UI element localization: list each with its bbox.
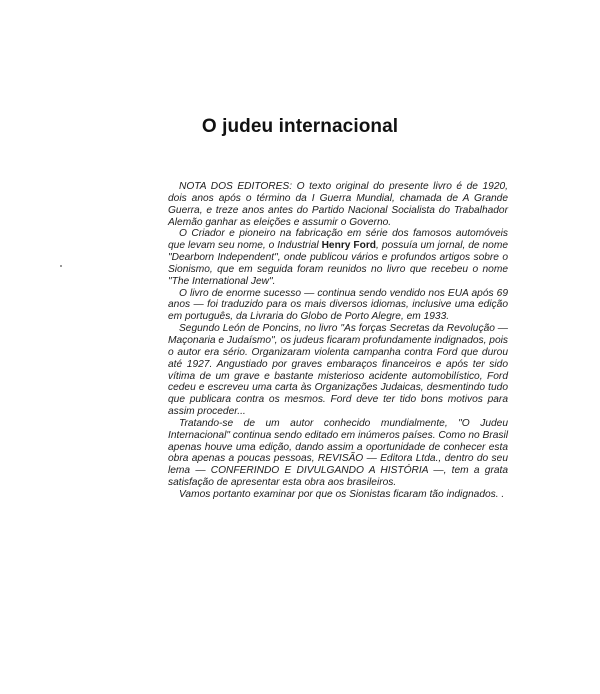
paragraph-text-after: , possuía um jornal, de nome "Dearborn Independent", onde publicou vários e profundos artigos sobre o Sionismo, que em seguida foram reunidos no livro que recebeu o nome "The International Jew". [168,240,508,287]
paragraph-book-success: O livro de enorme sucesso — continua sendo vendido nos EUA após 69 anos — foi traduzido para os mais diversos idiomas, inclusive uma edição em português, da Livraria do Globo de Porto Alegre, em 1933. [168,287,508,323]
henry-ford-name: Henry Ford [321,240,377,252]
paragraph-leon-de-poncins: Segundo León de Poncins, no livro "As forças Secretas da Revolução — Maçonaria e Judaísmo", os judeus ficaram profundamente indignados, pois o autor era sério. Organizaram violenta campanha contra Ford que durou até 1927. Angustiado por graves embaraços financeiros e após ter sido vítima de um grave e bastante misterioso acidente automobilístico, Ford cedeu e escreveu uma carta às Organizações Judaicas, desmentindo tudo que publicara contra os mesmos. Ford deve ter tido bons motivos para assim proceder... [168,323,508,418]
paragraph-text-before: O Criador e pioneiro na fabricação em série dos famosos automóveis que levam seu nome, o Industrial [168,228,508,252]
paragraph-editors-note: NOTA DOS EDITORES: O texto original do presente livro é de 1920, dois anos após o término da I Guerra Mundial, chamada de A Grande Guerra, e treze anos antes do Partido Nacional Socialista do Trabalhador Alemão ganhar as eleições e assumir o Governo. [168,181,508,228]
paragraph-conclusion: Vamos portanto examinar por que os Sionistas ficaram tão indignados. . [179,488,505,500]
editors-note [168,181,508,501]
paragraph-henry-ford [168,228,508,287]
scan-speck [60,265,62,267]
paragraph-revisao-editora: Tratando-se de um autor conhecido mundialmente, "O Judeu Internacional" continua sendo editado em inúmeros países. Como no Brasil apenas houve uma edição, dando assim a oportunidade de conhecer esta obra apenas a poucas pessoas, REVISÃO — Editora Ltda., dentro do seu lema — CONFERINDO E DIVULGANDO A HISTÓRIA —, tem a grata satisfação de apresentar esta obra aos brasileiros. [168,417,508,489]
page-title: O judeu internacional [201,116,399,137]
